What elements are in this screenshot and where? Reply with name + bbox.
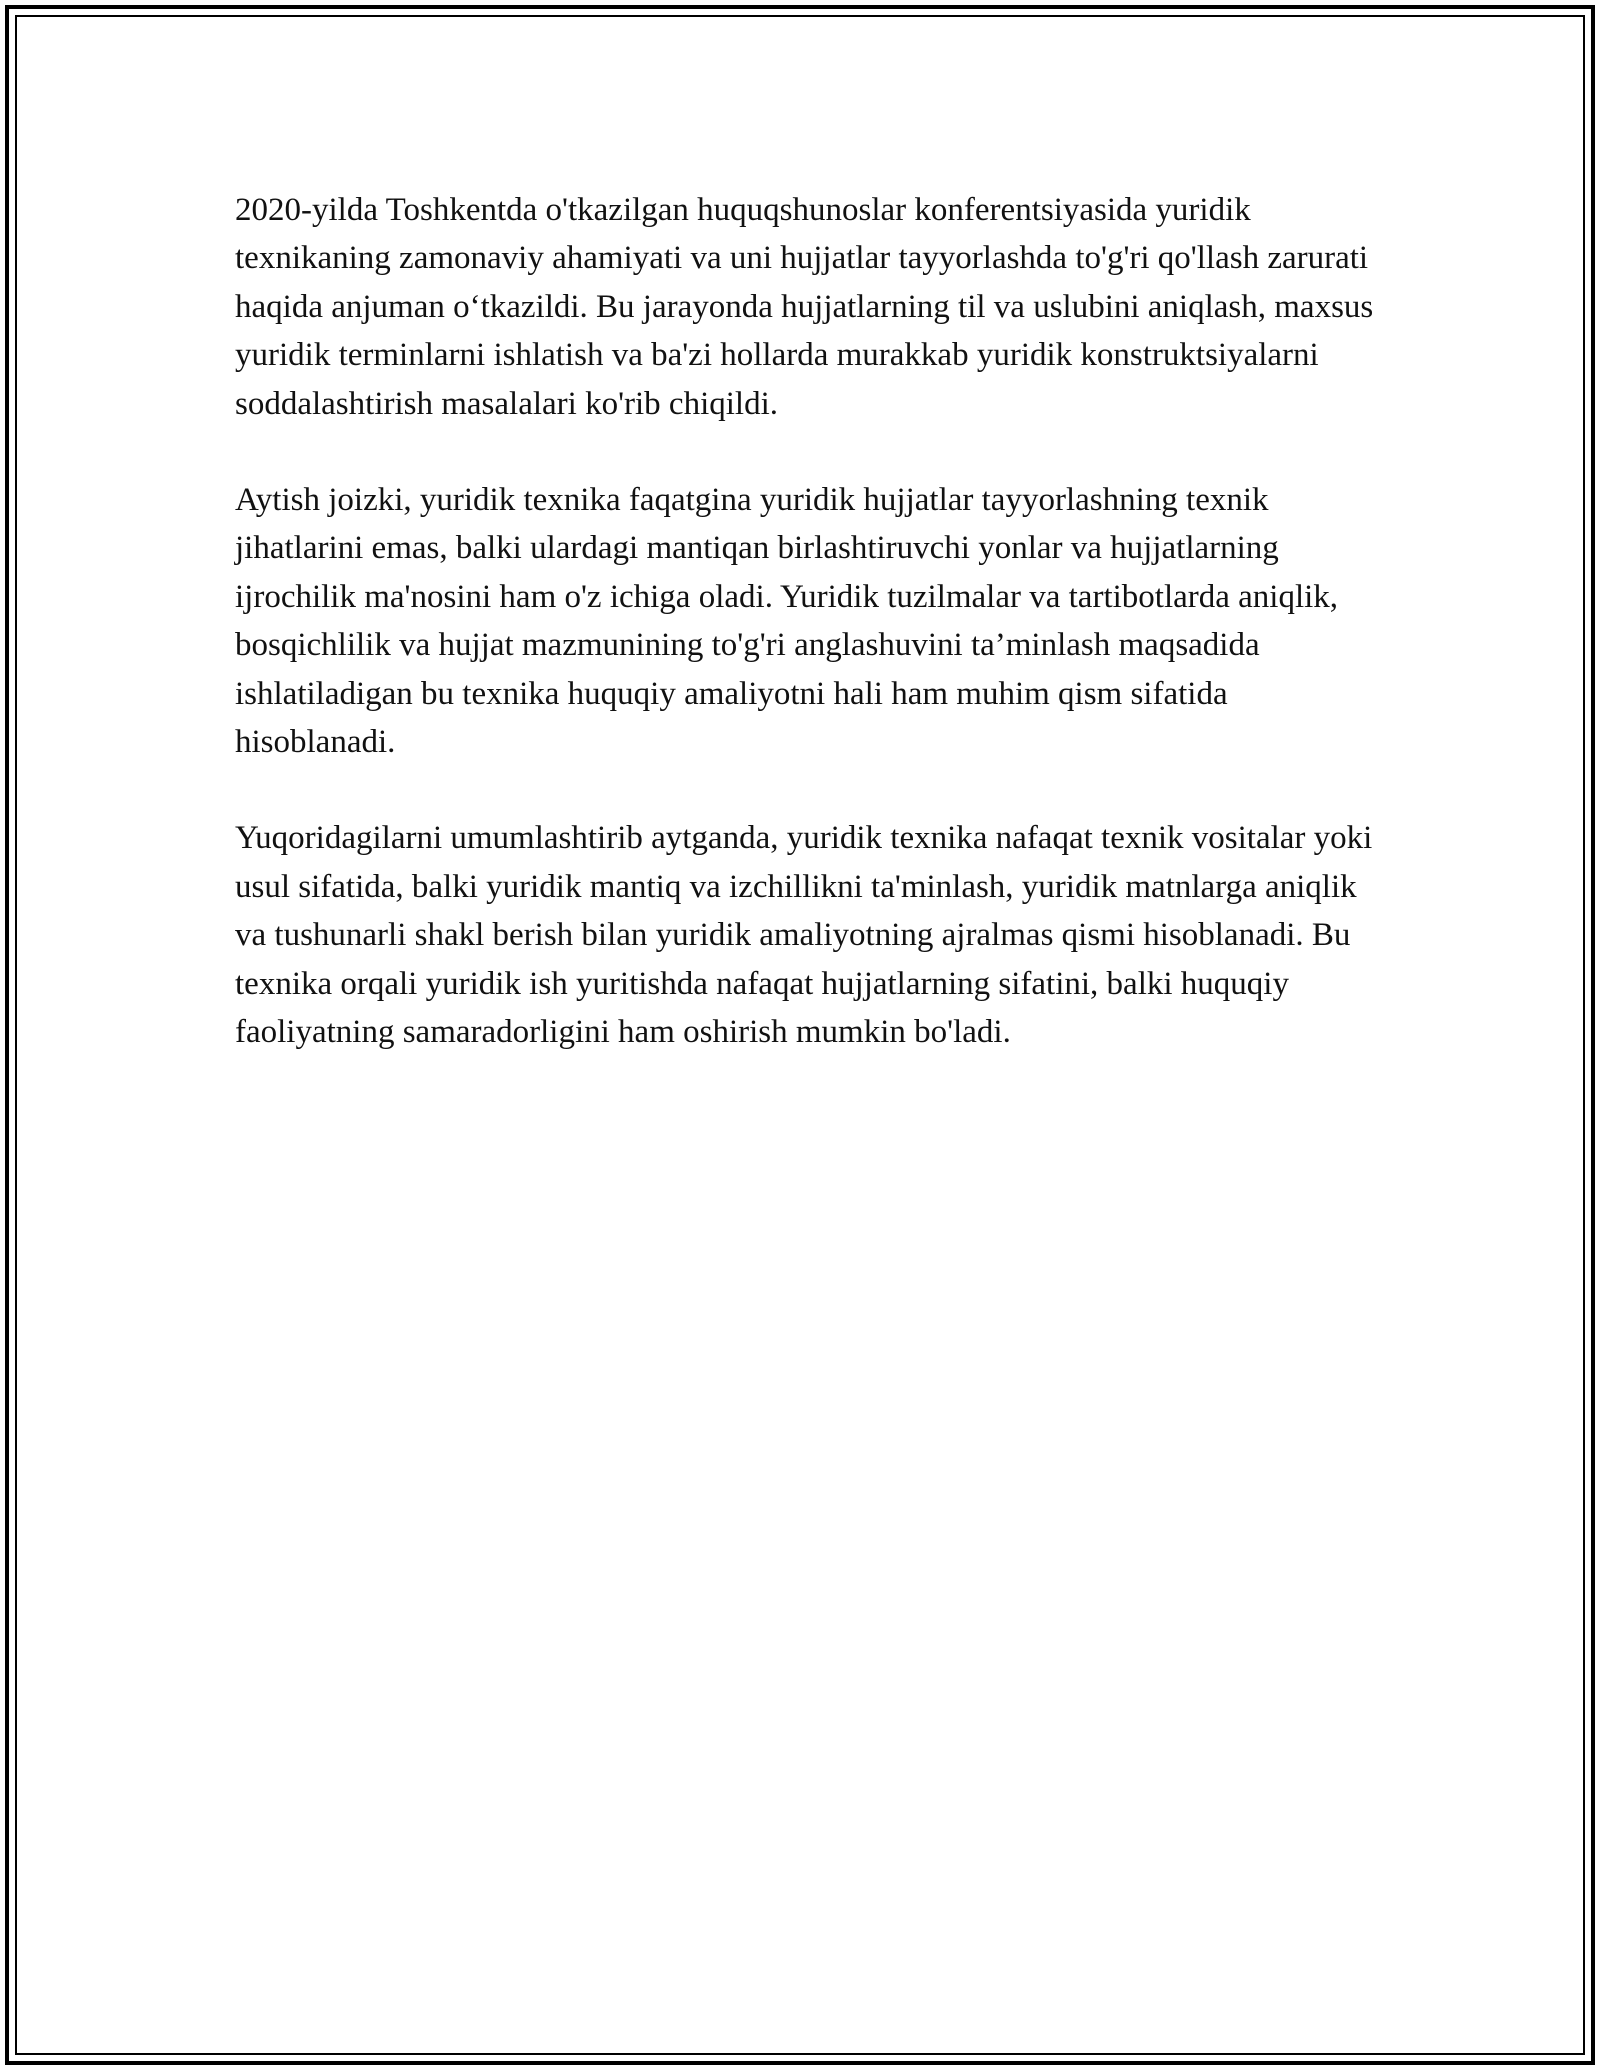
paragraph-2: Aytish joizki, yuridik texnika faqatgina yuridik hujjatlar tayyorlashning texnik jihatlarini emas, balki ulardagi mantiqan birlashtiruvchi yonlar va hujjatlarning ijrochilik ma'nosini ham o'z ichiga oladi. Yuridik tuzilmalar va tartibotlarda aniqlik, bosqichlilik va hujjat mazmunining to'g'ri anglashuvini ta’minlash maqsadida ishlatiladigan bu texnika huquqiy amaliyotni hali ham muhim qism sifatida hisoblanadi. [235,482,1339,761]
document-body [235,186,1385,1105]
paragraph-1: 2020-yilda Toshkentda o'tkazilgan huquqshunoslar konferentsiyasida yuridik texnikaning zamonaviy ahamiyati va uni hujjatlar tayyorlashda to'g'ri qo'llash zarurati haqida anjuman o‘tkazildi. Bu jarayonda hujjatlarning til va uslubini aniqlash, maxsus yuridik terminlarni ishlatish va ba'zi hollarda murakkab yuridik konstruktsiyalarni soddalashtirish masalalari ko'rib chiqildi. [235,192,1374,422]
paragraph-3: Yuqoridagilarni umumlashtirib aytganda, yuridik texnika nafaqat texnik vositalar yoki usul sifatida, balki yuridik mantiq va izchillikni ta'minlash, yuridik matnlarga aniqlik va tushunarli shakl berish bilan yuridik amaliyotning ajralmas qismi hisoblanadi. Bu texnika orqali yuridik ish yuritishda nafaqat hujjatlarning sifatini, balki huquqiy faoliyatning samaradorligini ham oshirish mumkin bo'ladi. [235,820,1373,1051]
